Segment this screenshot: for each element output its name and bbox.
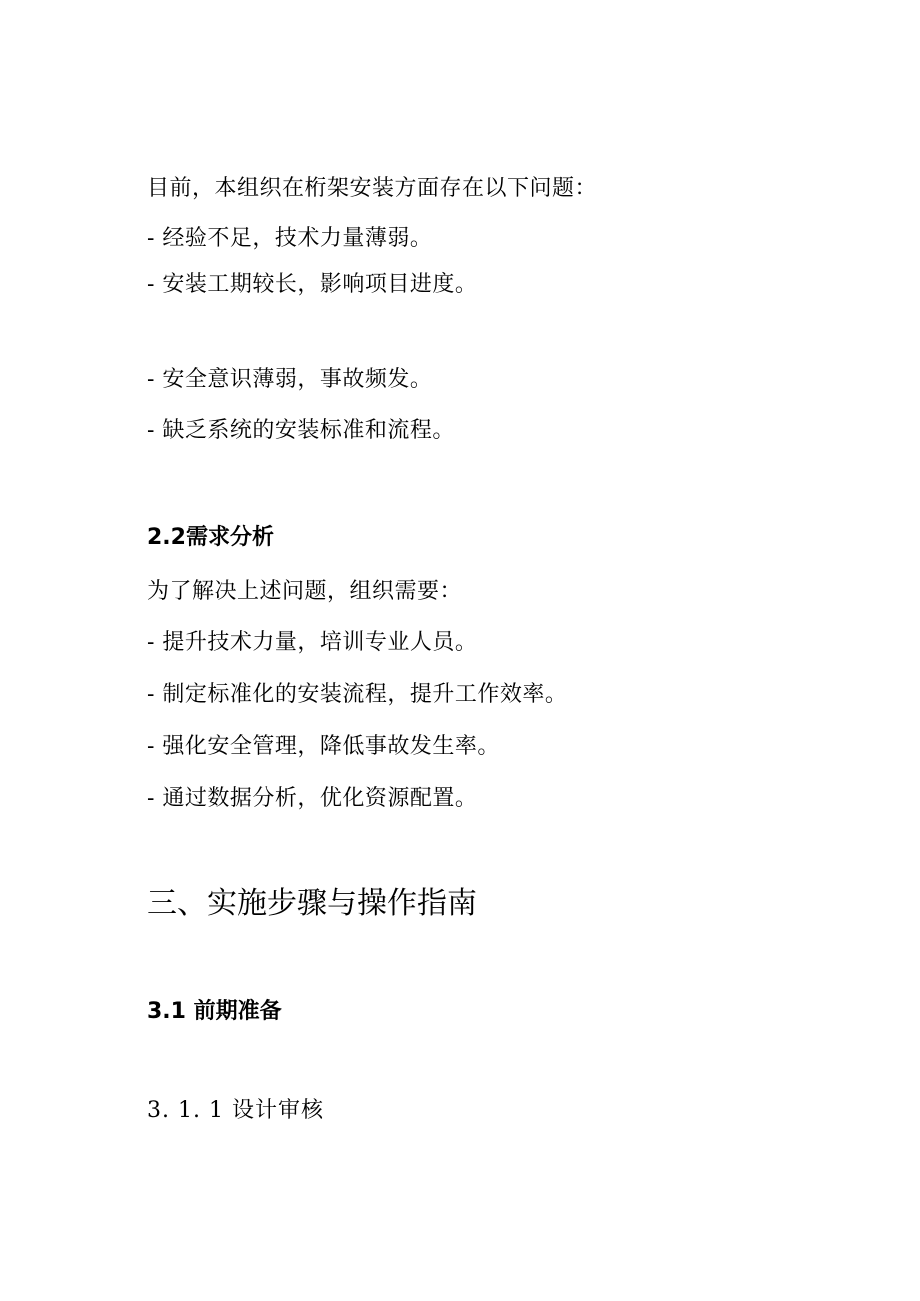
needs-intro: 为了解决上述问题，组织需要：	[147, 579, 463, 604]
section-heading-2-2: 2.2需求分析	[147, 525, 274, 550]
problems-intro: 目前，本组织在桁架安装方面存在以下问题：	[147, 176, 598, 201]
subsection-heading-3-1-1: 3. 1. 1 设计审核	[147, 1098, 324, 1123]
problem-item: - 安装工期较长，影响项目进度。	[147, 272, 478, 297]
need-item: - 制定标准化的安装流程，提升工作效率。	[147, 682, 568, 707]
problem-item: - 安全意识薄弱，事故频发。	[147, 367, 433, 392]
need-item: - 通过数据分析，优化资源配置。	[147, 786, 478, 811]
problem-item: - 经验不足，技术力量薄弱。	[147, 226, 433, 251]
problem-item: - 缺乏系统的安装标准和流程。	[147, 418, 455, 443]
section-heading-3-1: 3.1 前期准备	[147, 999, 282, 1024]
chapter-heading-3: 三、实施步骤与操作指南	[147, 886, 477, 921]
need-item: - 强化安全管理，降低事故发生率。	[147, 734, 500, 759]
need-item: - 提升技术力量，培训专业人员。	[147, 630, 478, 655]
